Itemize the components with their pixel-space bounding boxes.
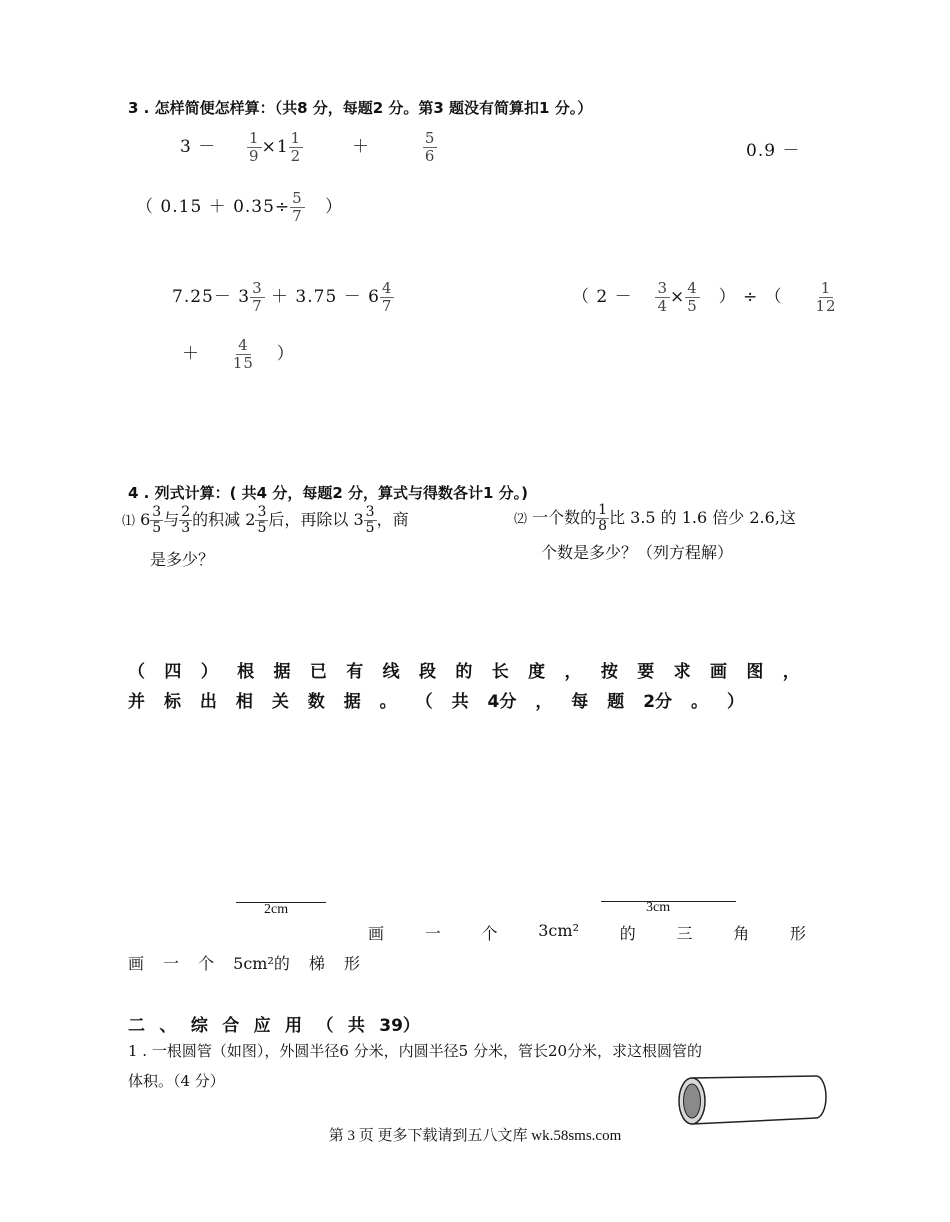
q3-expr-2: （ 0.15 ＋ 0.35÷ $\frac{5}{7}$ ） <box>136 189 344 225</box>
q4-problem-2: ⑵ 一个数的 $\frac{1}{8}$ 比 3.5 的 1.6 倍少 2.6,这 <box>514 502 796 534</box>
q4-title: 4 . 列式计算：( 共4 分，每题2 分，算式与得数各计1 分。) <box>128 484 528 502</box>
segment-2cm-label: 2cm <box>264 902 289 917</box>
q3-expr-2-start: 0.9 － <box>746 141 801 161</box>
triangle-instruction: 画 一 个 3cm² 的 三 角 形 <box>368 921 806 943</box>
page-footer: 第 3 页 更多下载请到五八文库 wk.58sms.com <box>328 1128 622 1144</box>
q4-problem-1: ⑴ 6 $\frac{3}{5}$ 与 $\frac{2}{3}$ 的积减 2 $\frac{3}{5}$ 后，再除以 3 $\frac{3}{5}$ ，商 <box>122 504 409 536</box>
q3-expr-4-cont: ＋ $\frac{4}{15}$ ） <box>182 336 295 372</box>
pipe-illustration <box>676 1072 830 1130</box>
q4-problem-1-line2: 是多少？ <box>150 550 215 569</box>
q3-title: 3 . 怎样简便怎样算：（共8 分，每题2 分。第3 题没有简算扣1 分。） <box>128 99 593 117</box>
section-2-problem-1-line2: 体积。（4 分） <box>128 1072 225 1090</box>
segment-3cm-label: 3cm <box>646 900 671 915</box>
section-4-heading-line1: （ 四 ） 根 据 已 有 线 段 的 长 度 ， 按 要 求 画 图 ， <box>128 662 800 682</box>
q4-problem-2-line2: 个数是多少？（列方程解） <box>541 543 734 562</box>
section-2-problem-1: 1 . 一根圆管（如图），外圆半径6 分米，内圆半径5 分米，管长20分米，求这根圆管的 <box>128 1042 703 1060</box>
q3-expr-3: 7.25－ 3 $\frac{3}{7}$ ＋ 3.75 － 6 $\frac{4}{7}$ <box>172 279 393 315</box>
q3-expr-1: 3 － $\frac{1}{9}$ ×1 $\frac{1}{2}$ ＋ $\frac{5}{6}$ <box>180 129 436 165</box>
q3-expr-4: （ 2 － $\frac{3}{4}$ × $\frac{4}{5}$ ） ÷ （ $\frac{1}{12}$ <box>572 279 837 315</box>
section-4-heading-line2: 并 标 出 相 关 数 据 。 （ 共 4分 ， 每 题 2分 。 ） <box>128 692 744 712</box>
pipe-body <box>692 1076 826 1124</box>
section-2-heading: 二 、 综 合 应 用 （ 共 39） <box>128 1016 420 1036</box>
trapezoid-instruction: 画 一 个 5cm²的 梯 形 <box>128 954 360 973</box>
pipe-inner-hole <box>684 1084 701 1118</box>
